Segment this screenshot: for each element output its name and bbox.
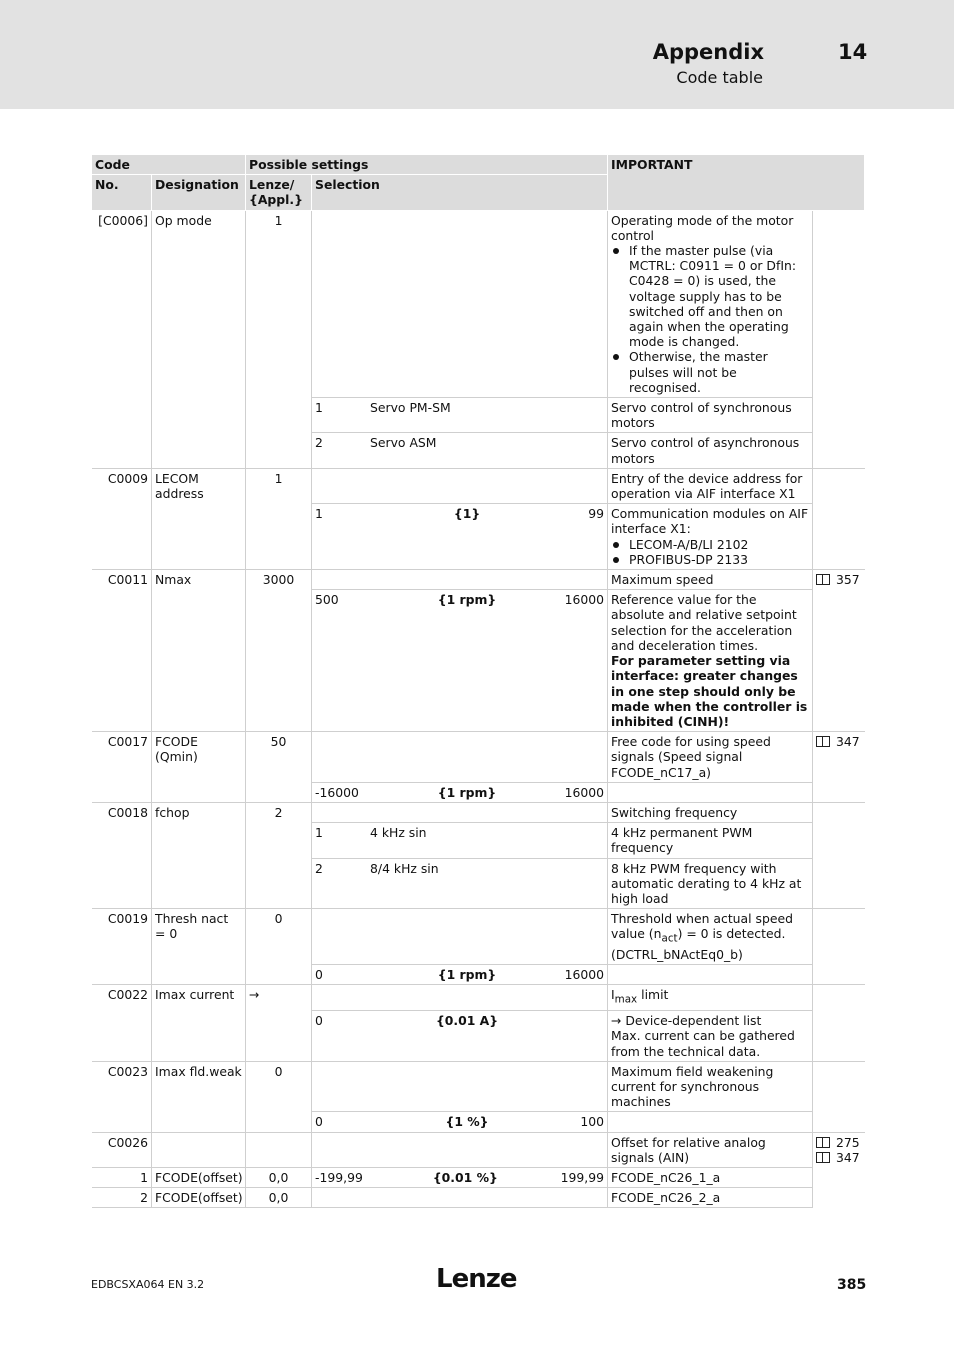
ref-cell: [813, 732, 865, 803]
page-subtitle: Code table: [676, 68, 763, 87]
bullet-list: [611, 537, 809, 567]
ref-cell: [813, 570, 865, 732]
important-cell: 4 kHz permanent PWM frequency: [608, 823, 813, 858]
subcode-number: 2: [92, 1188, 152, 1208]
important-text: Operating mode of the motor control: [611, 212, 794, 243]
range-min: 500: [315, 592, 339, 608]
code-designation: Op mode: [152, 210, 246, 468]
important-text: limit: [637, 987, 669, 1003]
selection-cell: [312, 433, 608, 468]
lenze-default: 50: [246, 732, 312, 803]
code-designation: Imax current: [152, 985, 246, 1061]
lenze-default: [246, 1132, 312, 1167]
code-designation: LECOM address: [152, 468, 246, 569]
code-number: C0009: [92, 468, 152, 569]
selection-value: 1: [315, 825, 323, 841]
code-number: [C0006]: [92, 210, 152, 468]
important-cell: [608, 782, 813, 802]
important-text: Reference value for the absolute and relative setpoint selection for the acceleration and deceleration times.: [611, 592, 797, 653]
selection-cell: [312, 965, 608, 985]
range-unit: {1 rpm}: [437, 967, 497, 983]
book-icon: [816, 1152, 830, 1163]
selection-text: 4 kHz sin: [370, 825, 427, 841]
code-designation: FCODE(offset): [152, 1167, 246, 1187]
selection-cell: [312, 782, 608, 802]
table-row: [92, 985, 865, 1011]
code-designation: FCODE (Qmin): [152, 732, 246, 803]
selection-cell: [312, 1167, 608, 1187]
book-icon: [816, 1137, 830, 1148]
selection-cell: [312, 398, 608, 433]
selection-cell: [312, 858, 608, 909]
code-designation: Nmax: [152, 570, 246, 732]
page-title: Appendix: [652, 40, 764, 64]
table-header-row: [92, 155, 865, 175]
range-unit: {1 rpm}: [437, 784, 497, 800]
code-designation: Thresh nact = 0: [152, 909, 246, 985]
code-designation: Imax fld.weak: [152, 1061, 246, 1132]
lenze-default: 0: [246, 1061, 312, 1132]
table-row: [92, 909, 865, 965]
page-header: [0, 0, 954, 109]
code-number: C0018: [92, 802, 152, 908]
range-max: 199,99: [560, 1169, 605, 1185]
code-designation: FCODE(offset): [152, 1188, 246, 1208]
book-icon: [816, 736, 830, 747]
list-item: Otherwise, the master pulses will not be recognised.: [629, 349, 809, 395]
important-cell: Maximum field weakening current for synchronous machines: [608, 1061, 813, 1112]
selection-cell: [312, 590, 608, 732]
lenze-default: 0: [246, 909, 312, 985]
header-possible-settings: Possible settings: [246, 155, 608, 175]
page-reference[interactable]: 347: [836, 734, 860, 750]
header-designation: Designation: [152, 175, 246, 210]
book-icon: [816, 574, 830, 585]
selection-text: Servo ASM: [370, 435, 437, 451]
ref-cell: [813, 802, 865, 908]
important-cell: Entry of the device address for operation via AIF interface X1: [608, 468, 813, 503]
selection-cell: [312, 210, 608, 397]
important-cell: [608, 965, 813, 985]
list-item: PROFIBUS-DP 2133: [629, 552, 809, 567]
lenze-default: →: [246, 985, 312, 1061]
selection-cell: [312, 1132, 608, 1167]
important-cell: FCODE_nC26_2_a: [608, 1188, 813, 1208]
important-cell: Maximum speed: [608, 570, 813, 590]
important-text: Communication modules on AIF interface X1:: [611, 506, 809, 537]
code-number: C0017: [92, 732, 152, 803]
range-min: -199,99: [315, 1169, 363, 1185]
selection-text: 8/4 kHz sin: [370, 860, 439, 876]
table-row: [92, 1167, 865, 1187]
range-min: 0: [315, 1013, 323, 1029]
range-unit: {0.01 %}: [432, 1169, 498, 1185]
selection-cell: [312, 1188, 608, 1208]
code-number: C0011: [92, 570, 152, 732]
selection-cell: [312, 468, 608, 503]
important-cell: [608, 985, 813, 1011]
lenze-default: 1: [246, 468, 312, 569]
selection-cell: [312, 1011, 608, 1062]
selection-value: 2: [315, 860, 323, 876]
selection-value: 1: [315, 400, 323, 416]
lenze-default: 3000: [246, 570, 312, 732]
important-cell: Switching frequency: [608, 802, 813, 822]
table-row: [92, 1061, 865, 1112]
table-row: [92, 1188, 865, 1208]
important-cell: Offset for relative analog signals (AIN): [608, 1132, 813, 1167]
important-cell: [608, 1112, 813, 1132]
range-min: -16000: [315, 784, 359, 800]
page-reference[interactable]: 275: [836, 1134, 860, 1150]
code-table: [91, 154, 865, 1208]
important-cell: FCODE_nC26_1_a: [608, 1167, 813, 1187]
important-cell: Free code for using speed signals (Speed signal FCODE_nC17_a): [608, 732, 813, 783]
table-row: [92, 570, 865, 590]
page-reference[interactable]: 357: [836, 572, 860, 588]
lenze-default: 1: [246, 210, 312, 468]
bullet-list: [611, 243, 809, 395]
range-min: 0: [315, 1114, 323, 1130]
selection-cell: [312, 732, 608, 783]
header-important: IMPORTANT: [608, 155, 865, 211]
range-min: 1: [315, 506, 323, 522]
lenze-logo: Lenze: [436, 1264, 517, 1294]
selection-cell: [312, 504, 608, 570]
code-number: C0026: [92, 1132, 152, 1167]
range-max: 100: [580, 1114, 605, 1130]
list-item: LECOM-A/B/LI 2102: [629, 537, 809, 552]
table-row: [92, 468, 865, 503]
code-number: C0023: [92, 1061, 152, 1132]
subcode-number: 1: [92, 1167, 152, 1187]
code-designation: fchop: [152, 802, 246, 908]
lenze-default: 0,0: [246, 1188, 312, 1208]
chapter-number: 14: [838, 40, 868, 64]
ref-cell: [813, 210, 865, 468]
important-cell: [608, 504, 813, 570]
header-lenze: Lenze/ {Appl.}: [246, 175, 312, 210]
subscript: act: [661, 932, 678, 945]
important-cell: [608, 210, 813, 397]
range-unit: {1 %}: [445, 1114, 489, 1130]
range-max: 16000: [564, 784, 605, 800]
selection-cell: [312, 985, 608, 1011]
selection-value: 2: [315, 435, 323, 451]
important-text: Max. current can be gathered from the technical data.: [611, 1028, 795, 1059]
important-cell: [608, 909, 813, 965]
range-max: 16000: [564, 967, 605, 983]
important-warning: For parameter setting via interface: greater changes in one step should only be made when the controller is inhibited (CINH)!: [611, 653, 808, 729]
range-max: 16000: [564, 592, 605, 608]
code-designation: [152, 1132, 246, 1167]
selection-cell: [312, 570, 608, 590]
lenze-default: 2: [246, 802, 312, 908]
important-cell: Servo control of asynchronous motors: [608, 433, 813, 468]
range-min: 0: [315, 967, 323, 983]
important-cell: Servo control of synchronous motors: [608, 398, 813, 433]
page-number: 385: [837, 1277, 867, 1293]
selection-cell: [312, 1061, 608, 1112]
list-item: If the master pulse (via MCTRL: C0911 = 0 or DfIn: C0428 = 0) is used, the voltage supply has to be switched off and then on again when the operating mode is changed.: [629, 243, 809, 349]
important-text: ) = 0 is detected. (DCTRL_bNActEq0_b): [611, 926, 786, 963]
header-code: Code: [92, 155, 246, 175]
table-row: [92, 210, 865, 397]
table-row: [92, 802, 865, 822]
important-text: Threshold when actual speed value (n: [611, 911, 793, 942]
range-max: 99: [588, 506, 605, 522]
ref-cell: [813, 468, 865, 569]
ref-cell: [813, 1132, 865, 1208]
selection-cell: [312, 1112, 608, 1132]
header-selection: Selection: [312, 175, 608, 210]
ref-cell: [813, 1061, 865, 1132]
selection-cell: [312, 823, 608, 858]
important-cell: 8 kHz PWM frequency with automatic derating to 4 kHz at high load: [608, 858, 813, 909]
table-row: [92, 1132, 865, 1167]
code-number: C0019: [92, 909, 152, 985]
ref-cell: [813, 909, 865, 985]
code-number: C0022: [92, 985, 152, 1061]
ref-cell: [813, 985, 865, 1061]
header-no: No.: [92, 175, 152, 210]
important-cell: [608, 590, 813, 732]
table-row: [92, 732, 865, 783]
important-text: I: [611, 987, 615, 1003]
range-unit: {0.01 A}: [435, 1013, 499, 1029]
document-id: EDBCSXA064 EN 3.2: [91, 1278, 205, 1291]
selection-cell: [312, 802, 608, 822]
selection-text: Servo PM-SM: [370, 400, 451, 416]
lenze-default: 0,0: [246, 1167, 312, 1187]
range-unit: {1 rpm}: [437, 592, 497, 608]
important-cell: [608, 1011, 813, 1062]
important-text: → Device-dependent list: [611, 1013, 762, 1029]
selection-cell: [312, 909, 608, 965]
range-unit: {1}: [453, 506, 481, 522]
subscript: max: [614, 993, 638, 1006]
page-reference[interactable]: 347: [836, 1149, 860, 1165]
